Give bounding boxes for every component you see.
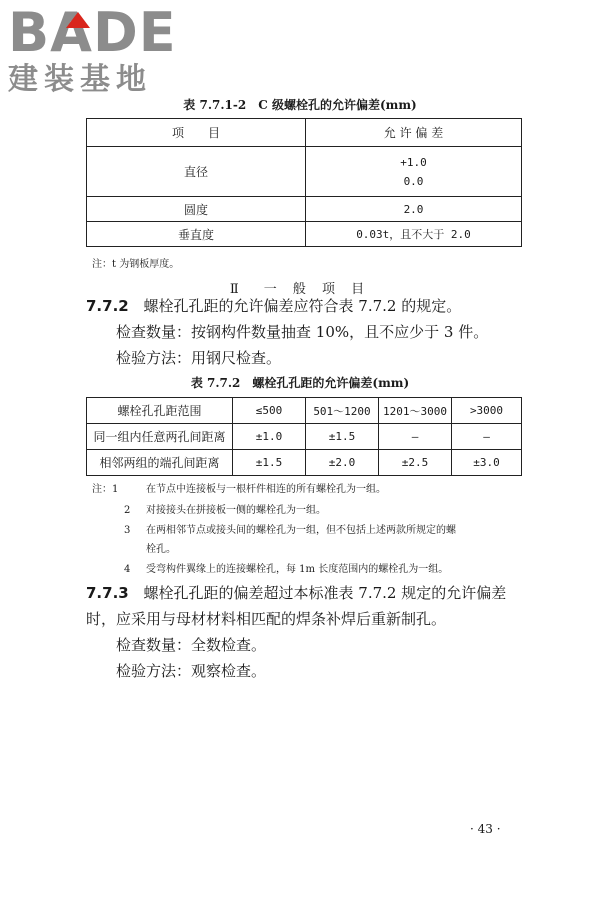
tolerance-minus: 0.0	[403, 174, 424, 188]
note-text: 在节点中连接板与一根杆件相连的所有螺栓孔为一组。	[146, 484, 386, 495]
table1-cell-value: 0.03t，且不大于 2.0	[306, 222, 522, 247]
tolerance-plus: +1.0	[400, 155, 427, 169]
clause-7-7-3	[86, 583, 506, 603]
clause-text: 螺栓孔孔距的允许偏差应符合表 7.7.2 的规定。	[143, 297, 462, 315]
table2-cell: ±1.5	[233, 450, 306, 476]
check-method: 检验方法：用钢尺检查。	[116, 349, 282, 367]
bolt-hole-spacing-table	[86, 397, 522, 476]
note-text: 受弯构件翼缘上的连接螺栓孔，每 1m 长度范围内的螺栓孔为一组。	[146, 564, 449, 575]
note-text: 在两相邻节点或接头间的螺栓孔为一组，但不包括上述两款所规定的螺	[146, 525, 456, 536]
note-number: 2	[124, 505, 131, 516]
table2-header: 螺栓孔孔距范围	[87, 398, 233, 424]
table1-header-item: 项 目	[87, 119, 306, 147]
table-row	[87, 222, 522, 247]
section-title: Ⅱ 一 般 项 目	[229, 282, 371, 297]
note-text: 栓孔。	[146, 544, 176, 555]
clause-text: 螺栓孔孔距的偏差超过本标准表 7.7.2 规定的允许偏差	[143, 584, 507, 602]
table2-cell: 同一组内任意两孔间距离	[87, 424, 233, 450]
bade-logo	[8, 1, 183, 101]
logo-wordmark: BADE	[8, 1, 177, 64]
bolt-hole-tolerance-table	[86, 118, 522, 247]
table1-cell-item: 圆度	[87, 197, 306, 222]
table-row	[87, 424, 522, 450]
page-number: · 43 ·	[470, 822, 501, 836]
table2-header: ≤500	[233, 398, 306, 424]
note-number: 3	[124, 525, 131, 536]
table2-cell: ±2.0	[306, 450, 379, 476]
table1-cell-value	[306, 147, 522, 197]
table-row	[87, 147, 522, 197]
clause-7-7-2	[86, 296, 461, 316]
table2-cell: —	[379, 424, 452, 450]
note-number: 4	[124, 564, 131, 575]
note-number: 注：1	[92, 484, 119, 495]
table1-note: 注：t 为钢板厚度。	[92, 259, 180, 270]
note-text: 对接接头在拼接板一侧的螺栓孔为一组。	[146, 505, 326, 516]
clause-number: 7.7.3	[86, 584, 129, 602]
table2-header: 501～1200	[306, 398, 379, 424]
table1-header-tolerance: 允 许 偏 差	[306, 119, 522, 147]
table2-cell: ±2.5	[379, 450, 452, 476]
table2-header: 1201～3000	[379, 398, 452, 424]
table1-caption: 表 7.7.1-2 C 级螺栓孔的允许偏差(mm)	[183, 98, 417, 112]
check-quantity: 检查数量：全数检查。	[116, 636, 267, 654]
table2-caption: 表 7.7.2 螺栓孔孔距的允许偏差(mm)	[190, 376, 410, 390]
table-row	[87, 450, 522, 476]
clause-text-continued: 时，应采用与母材材料相匹配的焊条补焊后重新制孔。	[86, 610, 447, 628]
table2-cell: ±3.0	[452, 450, 522, 476]
table2-header: >3000	[452, 398, 522, 424]
check-method: 检验方法：观察检查。	[116, 662, 267, 680]
logo-triangle-icon	[66, 12, 90, 28]
table1-cell-item: 垂直度	[87, 222, 306, 247]
table2-cell: —	[452, 424, 522, 450]
table1-cell-value: 2.0	[306, 197, 522, 222]
table-header-row	[87, 398, 522, 424]
table2-cell: ±1.5	[306, 424, 379, 450]
logo-subtitle: 建装基地	[8, 62, 152, 97]
table2-cell: 相邻两组的端孔间距离	[87, 450, 233, 476]
table1-cell-item: 直径	[87, 147, 306, 197]
check-quantity: 检查数量：按钢构件数量抽查 10%，且不应少于 3 件。	[116, 323, 489, 341]
clause-number: 7.7.2	[86, 297, 129, 315]
table2-cell: ±1.0	[233, 424, 306, 450]
table-row	[87, 197, 522, 222]
